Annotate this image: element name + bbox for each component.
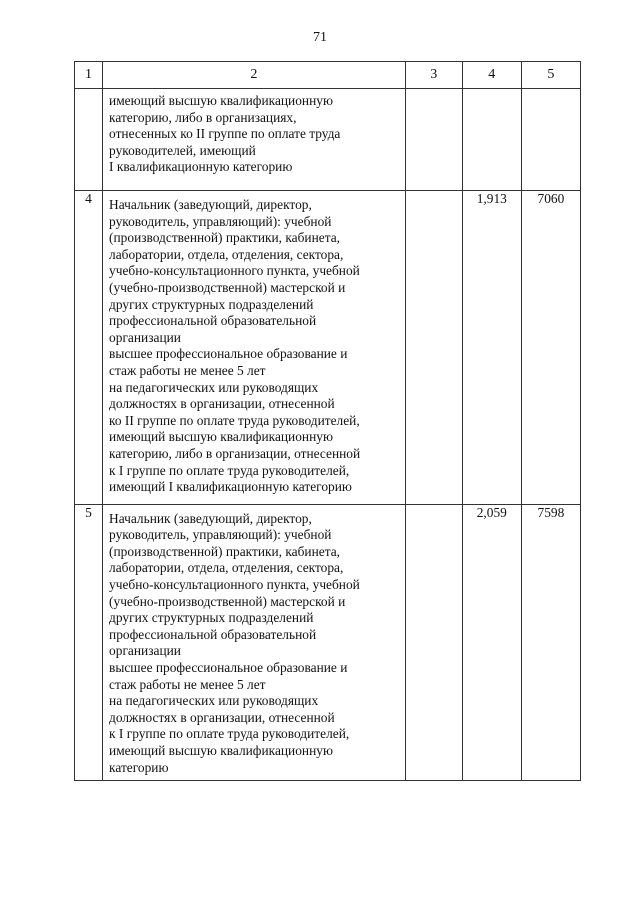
position-description [103, 191, 406, 505]
position-description [103, 89, 406, 191]
description-line: категорию, либо в организациях, [109, 109, 297, 125]
description-line: категорию, либо в организации, отнесенной [109, 445, 361, 461]
description-line: ко II группе по оплате труда руководителей, [109, 412, 360, 428]
description-line: других структурных подразделений [109, 610, 314, 626]
coefficient-value [462, 89, 521, 191]
col-3-value [405, 89, 462, 191]
description-line: руководитель, управляющий): учебной [109, 213, 332, 229]
description-line: руководителей, имеющий [109, 142, 256, 158]
description-line: (производственной) практики, кабинета, [109, 230, 341, 246]
description-line: Начальник (заведующий, директор, [109, 197, 312, 212]
col-3-value [405, 191, 462, 505]
salary-value: 7598 [521, 504, 580, 781]
description-line: на педагогических или руководящих [109, 379, 319, 395]
header-col-1: 1 [75, 62, 103, 89]
table-header-row [75, 62, 581, 89]
header-col-3: 3 [405, 62, 462, 89]
header-col-5: 5 [521, 62, 580, 89]
description-line: (учебно-производственной) мастерской и [109, 279, 346, 295]
row-number: 5 [75, 504, 103, 781]
row-number [75, 89, 103, 191]
description-line: высшее профессиональное образование и [109, 660, 348, 676]
description-line: имеющий I квалификационную категорию [109, 479, 352, 495]
salary-value: 7060 [521, 191, 580, 505]
coefficient-value: 2,059 [462, 504, 521, 781]
description-line: организации [109, 643, 181, 659]
description-line: высшее профессиональное образование и [109, 346, 348, 362]
description-line: имеющий высшую квалификационную [109, 743, 333, 758]
description-line: лаборатории, отдела, отделения, сектора, [109, 560, 344, 576]
salary-value [521, 89, 580, 191]
description-line: к I группе по оплате труда руководителей, [109, 726, 350, 742]
description-line: организации [109, 329, 181, 345]
description-line: учебно-консультационного пункта, учебной [109, 577, 360, 593]
table-row [75, 191, 581, 505]
description-line: на педагогических или руководящих [109, 693, 319, 709]
header-col-4: 4 [462, 62, 521, 89]
description-line: I квалификационную категорию [109, 159, 293, 175]
row-number: 4 [75, 191, 103, 505]
description-line: (производственной) практики, кабинета, [109, 543, 341, 559]
table-row [75, 504, 581, 781]
description-line: отнесенных ко II группе по оплате труда [109, 126, 341, 142]
description-line: учебно-консультационного пункта, учебной [109, 263, 360, 279]
description-line: имеющий высшую квалификационную [109, 93, 333, 108]
header-col-2: 2 [103, 62, 406, 89]
description-line: руководитель, управляющий): учебной [109, 527, 332, 543]
description-line: к I группе по оплате труда руководителей, [109, 462, 350, 478]
description-line: стаж работы не менее 5 лет [109, 676, 266, 692]
description-line: Начальник (заведующий, директор, [109, 510, 312, 526]
description-line: должностях в организации, отнесенной [109, 396, 335, 412]
page-number: 71 [313, 30, 327, 45]
description-line: имеющий высшую квалификационную [109, 429, 333, 445]
qualification-table [74, 61, 581, 781]
description-line: профессиональной образовательной [109, 313, 317, 329]
description-line: категорию [109, 759, 169, 775]
table-row [75, 89, 581, 191]
description-line: стаж работы не менее 5 лет [109, 362, 266, 378]
description-line: должностях в организации, отнесенной [109, 709, 335, 725]
col-3-value [405, 504, 462, 781]
coefficient-value: 1,913 [462, 191, 521, 505]
position-description [103, 504, 406, 781]
description-line: лаборатории, отдела, отделения, сектора, [109, 246, 344, 262]
description-line: профессиональной образовательной [109, 626, 317, 642]
description-line: (учебно-производственной) мастерской и [109, 593, 346, 609]
description-line: других структурных подразделений [109, 296, 314, 312]
